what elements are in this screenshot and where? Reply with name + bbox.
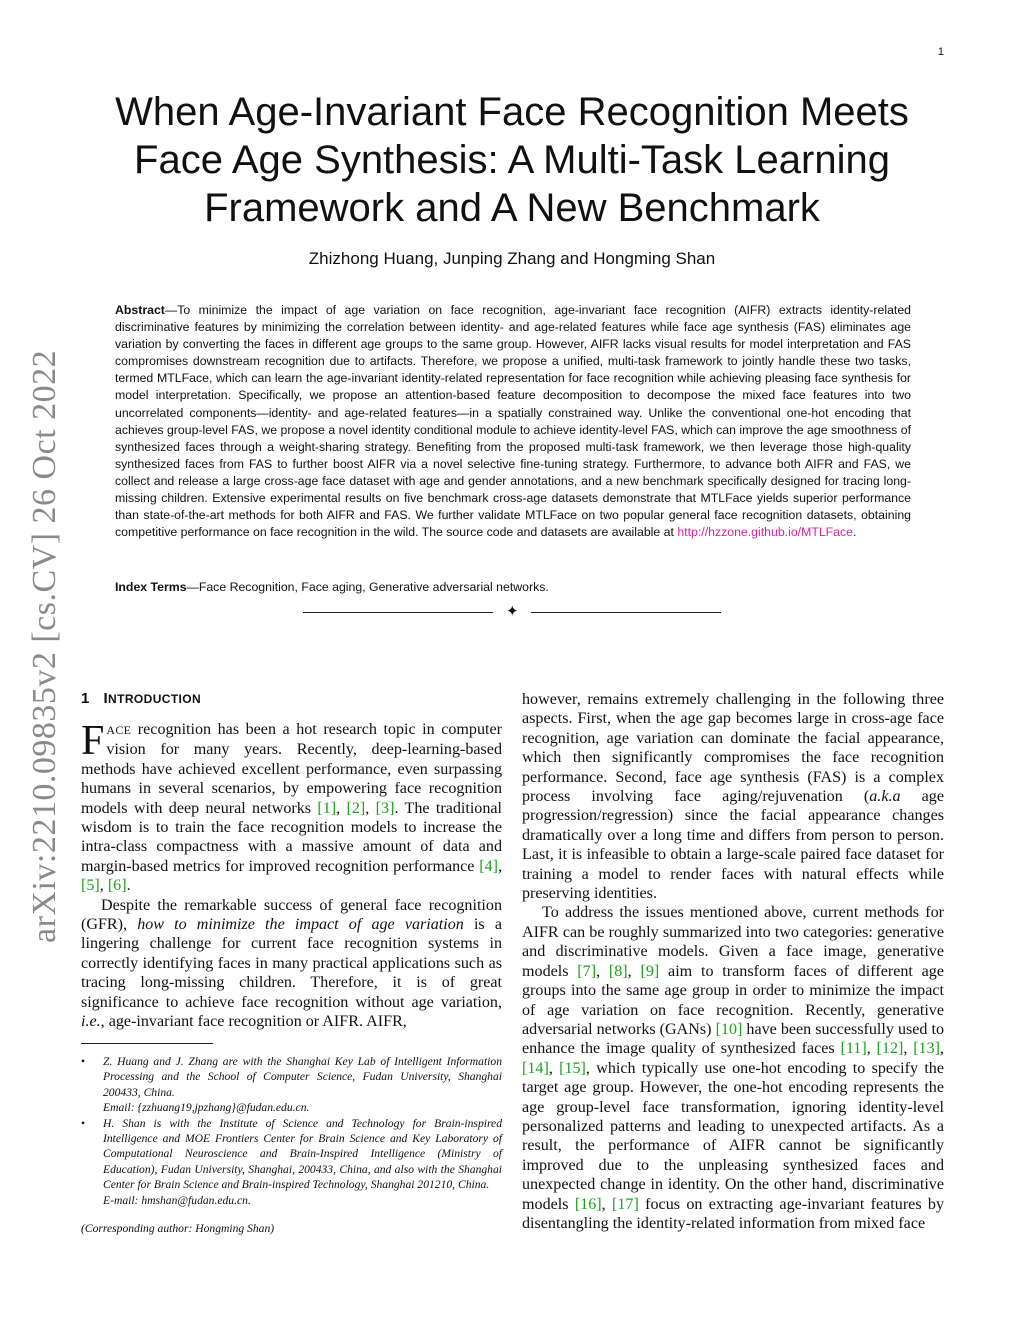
arxiv-identifier[interactable]: arXiv:2210.09835v2 [cs.CV] 26 Oct 2022: [26, 349, 63, 943]
citation-link[interactable]: [5]: [81, 877, 100, 895]
italic-phrase: how to minimize the impact of age variation: [137, 916, 464, 934]
index-terms-label: Index Terms: [115, 580, 187, 594]
paper-title: When Age-Invariant Face Recognition Meets Face Age Synthesis: A Multi-Task Learning Framework and A New Benchmark: [115, 90, 909, 230]
dropcap: F: [81, 718, 105, 764]
text-run: ,: [365, 799, 376, 817]
intro-paragraph-1: [81, 720, 502, 896]
citation-link[interactable]: [11]: [840, 1040, 867, 1058]
footnote-email: E-mail: hmshan@fudan.edu.cn.: [103, 1193, 251, 1207]
text-run: ,: [903, 1040, 914, 1058]
page-number: 1: [937, 46, 944, 58]
section-heading: [81, 690, 201, 707]
divider-rule-right: [531, 612, 721, 613]
text-run: .: [126, 877, 131, 895]
text-run: , which typically use one-hot encoding to specify the target age group. However, the one-hot encoding represents the age group-level face transformation, ignoring identity-level personalized patterns and leading to unexpected artifacts. As a result, the performance of AIFR cannot be significantly improved due to the unpleasing synthesized faces and unexpected change in identity. On the other hand, discriminative models: [522, 1059, 944, 1213]
index-terms-text: —Face Recognition, Face aging, Generative adversarial networks.: [186, 580, 549, 594]
footnotes: [81, 1054, 502, 1248]
author-list: Zhizhong Huang, Junping Zhang and Hongming Shan: [308, 249, 716, 268]
text-run: . The traditional wisdom is to train the face recognition models to increase the intra-class compactness with a massive amount of data and margin-based metrics for improved recognition performance: [81, 799, 503, 875]
section-number: 1: [81, 690, 90, 707]
citation-link[interactable]: [14]: [522, 1059, 549, 1077]
citation-link[interactable]: [9]: [640, 962, 660, 980]
footnote-rule: [81, 1043, 213, 1044]
text-run: ,: [99, 877, 108, 895]
italic-abbrev: i.e.: [81, 1013, 101, 1031]
text-run: ,: [866, 1040, 877, 1058]
text-run: ,: [601, 1195, 612, 1213]
section-title-rest: NTRODUCTION: [108, 692, 202, 706]
bullet-icon: •: [81, 1116, 86, 1130]
text-run: , age-invariant face recognition or AIFR. AIFR,: [100, 1013, 407, 1031]
italic-abbrev: a.k.a: [869, 788, 901, 806]
text-run: recognition has been a hot research topic in computer vision for many years. Recently, deep-learning-based methods have achieved excellent performance, even surpassing humans in several scenarios, by empowering face recognition models with deep neural networks: [81, 721, 502, 817]
text-run: ,: [940, 1040, 945, 1058]
abstract: [115, 302, 911, 541]
citation-link[interactable]: [7]: [577, 962, 597, 980]
bullet-icon: •: [81, 1055, 86, 1068]
footnote-affiliation-2: [81, 1116, 502, 1208]
footnote-text: Z. Huang and J. Zhang are with the Shanghai Key Lab of Intelligent Information Processing and the School of Computer Science, Fudan University, Shanghai 200433, China.: [103, 1055, 502, 1099]
intro-paragraph-2: [81, 896, 502, 1032]
text-run: is a lingering challenge for current face recognition systems in correctly identifying faces in many practical applications such as tracing long-missing children. Therefore, it is of great significance to achieve face recognition without age variation,: [81, 916, 502, 1011]
corresponding-author: (Corresponding author: Hongming Shan): [81, 1222, 275, 1236]
citation-link[interactable]: [8]: [608, 962, 628, 980]
footnote-text: H. Shan is with the Institute of Science and Technology for Brain-inspired Intelligence and MOE Frontiers Center for Brain Science and Key Laboratory of Computational Neuroscience and Brain-Inspired Intelligence (Ministry of Education), Fudan University, Shanghai, 200433, China, and also with the Shanghai Center for Brain Science and Brain-inspired Technology, Shanghai 201210, China.: [103, 1116, 502, 1192]
text-run: ,: [497, 857, 502, 875]
project-link[interactable]: http://hzzone.github.io/MTLFace: [677, 525, 854, 540]
text-run: ,: [627, 962, 641, 980]
abstract-text: —To minimize the impact of age variation on face recognition, age-invariant face recognition (AIFR) extracts identity-related discriminative features by minimizing the correlation between identity- and age-related features while face age synthesis (FAS) eliminates age variation by converting the faces in different age groups to the same group. However, AIFR lacks visual results for model interpretation and FAS compromises downstream recognition due to artifacts. Therefore, we propose a unified, multi-task framework to jointly handle these two tasks, termed MTLFace, which can learn the age-invariant identity-related representation for face recognition while achieving pleasing face synthesis for model interpretation. Specifically, we propose an attention-based feature decomposition to decompose the mixed face features into two uncorrelated components—identity- and age-related features—in a spatially constrained way. Unlike the conventional one-hot encoding that achieves group-level FAS, we propose a novel identity conditional module to achieve identity-level FAS, which can improve the age smoothness of synthesized faces through a weight-sharing strategy. Benefiting from the proposed multi-task framework, we then leverage those high-quality synthesized faces from FAS to further boost AIFR via a novel selective fine-tuning strategy. Furthermore, to advance both AIFR and FAS, we collect and release a large cross-age face dataset with age and gender annotations, and a new benchmark specifically designed for tracing long-missing children. Extensive experimental results on five benchmark cross-age datasets demonstrate that MTLFace yields superior performance than state-of-the-art methods for both AIFR and FAS. We further validate MTLFace on two popular general face recognition datasets, obtaining competitive performance on face recognition in the wild. The source code and datasets are available at: [115, 303, 911, 540]
right-paragraph-1: [522, 690, 944, 903]
index-terms: [115, 580, 911, 594]
citation-link[interactable]: [16]: [574, 1195, 602, 1213]
citation-link[interactable]: [15]: [559, 1059, 586, 1077]
right-column: [522, 690, 944, 1233]
text-run: aim to transform faces of different age groups into the same age group in order to minimize the impact of age variation on face recognition. Recently, generative adversarial networks (GANs): [522, 962, 944, 1038]
citation-link[interactable]: [13]: [913, 1040, 940, 1058]
footnote-affiliation-1: [81, 1054, 502, 1116]
footnote-email: Email: {zzhuang19,jpzhang}@fudan.edu.cn.: [103, 1101, 310, 1115]
divider-diamond-icon: ✦: [506, 604, 519, 620]
citation-link[interactable]: [10]: [715, 1020, 743, 1038]
right-paragraph-2: [522, 903, 944, 1233]
abstract-end: .: [853, 525, 857, 540]
text-run: ,: [596, 962, 609, 980]
abstract-label: Abstract: [115, 303, 165, 317]
citation-link[interactable]: [6]: [107, 877, 127, 895]
citation-link[interactable]: [12]: [876, 1040, 904, 1058]
text-run: however, remains extremely challenging in the following three aspects. First, when the age gap becomes large in cross-age face recognition, age variation can dominate the facial appearance, which then significantly compromises the face recognition performance. Second, face age synthesis (FAS) is a complex process involving face aging/rejuvenation (: [522, 691, 944, 806]
citation-link[interactable]: [17]: [612, 1195, 639, 1213]
text-run: ,: [336, 799, 347, 817]
text-run: have been successfully used to enhance the image quality of synthesized faces: [522, 1020, 945, 1058]
section-title-initial: I: [103, 690, 109, 707]
text-run: ,: [548, 1059, 560, 1077]
divider-rule-left: [303, 612, 493, 613]
section-divider: [303, 602, 721, 622]
left-column: [81, 720, 502, 1032]
text-run: age progression/regression) since the facial appearance changes dramatically over a long time and differs from person to person. Last, it is infeasible to obtain a large-scale paired face dataset for training a model to render faces with natural effects while preserving identities.: [522, 788, 944, 903]
text-run: Despite the remarkable success of general face recognition (GFR),: [81, 896, 502, 934]
citation-link[interactable]: [4]: [479, 857, 498, 875]
citation-link[interactable]: [1]: [317, 799, 337, 817]
text-run: To address the issues mentioned above, current methods for AIFR can be roughly summarized into two categories: generative and discriminative models. Given a face image, generative models: [522, 904, 944, 980]
citation-link[interactable]: [3]: [375, 799, 395, 817]
citation-link[interactable]: [2]: [346, 799, 366, 817]
text-run: focus on extracting age-invariant features by disentangling the identity-related information from mixed face: [522, 1195, 945, 1232]
smallcaps-word: ACE: [106, 723, 132, 737]
